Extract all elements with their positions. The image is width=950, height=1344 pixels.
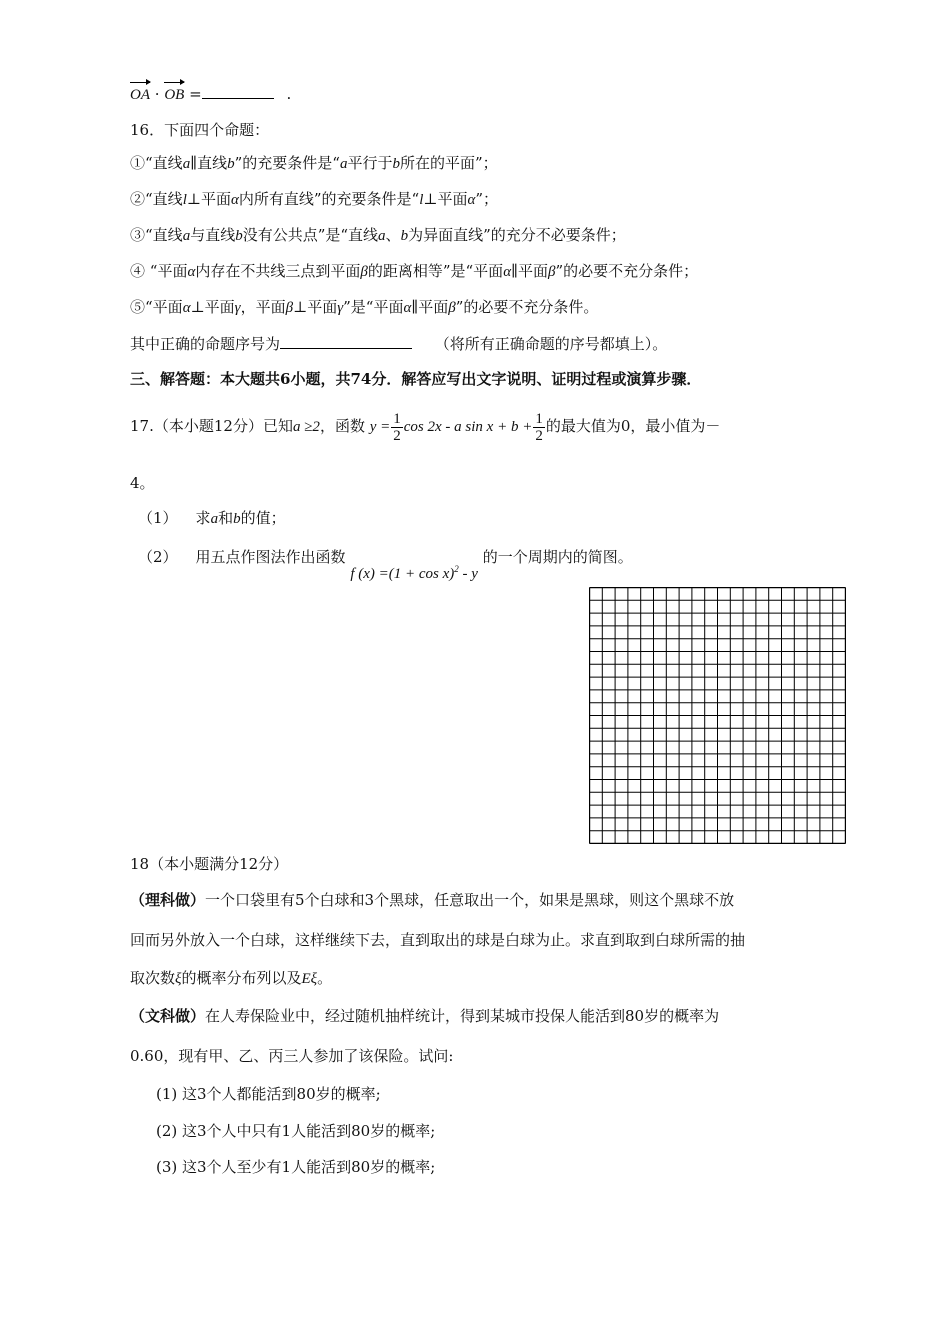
q16-proposition-3: ③“直线a与直线b没有公共点”是“直线a、b为异面直线”的充分不必要条件；	[130, 226, 626, 244]
q16-title: 16．下面四个命题：	[130, 121, 270, 139]
answer-blank-16[interactable]	[280, 348, 412, 349]
q17-part-2: （2） 用五点作图法作出函数 f $(x) =(1 + \cos x)^2 - y$ 的一个周期内的简图。	[138, 548, 633, 582]
q17-part2-formula: f $(x) =(1 + \cos x)^2 - y$	[350, 564, 478, 582]
q18-arts-line-1: （文科做）在人寿保险业中，经过随机抽样统计，得到某城市投保人能活到80岁的概率为	[130, 1007, 720, 1025]
q18-science-line-3: 取次数ξ的概率分布列以及Eξ。	[130, 969, 333, 987]
sketch-grid[interactable]	[589, 587, 846, 844]
q17-statement: 17.（本小题12分）已知a ≥2，函数 y = $\frac{1}{2}$ cos 2x - a sin x + b + $\frac{1}{2}$ 的最大值为0，最小值为－	[130, 410, 721, 444]
arts-label: （文科做）	[130, 1007, 206, 1025]
q16-answer-line: 其中正确的命题序号为 （将所有正确命题的序号都填上）。	[130, 335, 668, 353]
q16-proposition-1: ①“直线a∥直线b”的充要条件是“a平行于b所在的平面”；	[130, 154, 498, 172]
answer-blank-15[interactable]	[202, 98, 274, 99]
section-3-heading: 三、解答题：本大题共6小题，共74分．解答应写出文字说明、证明过程或演算步骤．	[130, 370, 702, 388]
q16-proposition-4: ④ “平面α内存在不共线三点到平面β的距离相等”是“平面α∥平面β”的必要不充分条件；	[130, 262, 699, 280]
q17-part-1: （1） 求a和b的值；	[138, 509, 286, 527]
vector-ob: OB	[164, 87, 185, 103]
q18-sub-3: (3) 这3个人至少有1人能活到80岁的概率;	[156, 1158, 436, 1176]
q16-proposition-5: ⑤“平面α⊥平面γ，平面β⊥平面γ”是“平面α∥平面β”的必要不充分条件。	[130, 298, 599, 316]
q18-arts-line-2: 0.60，现有甲、乙、丙三人参加了该保险。试问:	[130, 1047, 454, 1065]
q18-heading: 18（本小题满分12分）	[130, 855, 289, 873]
vector-product-line: OA · OB = .	[130, 85, 292, 103]
science-label: （理科做）	[130, 891, 206, 909]
q18-sub-2: (2) 这3个人中只有1人能活到80岁的概率;	[156, 1122, 436, 1140]
vector-oa: OA	[130, 87, 150, 103]
q16-proposition-2: ②“直线l⊥平面α内所有直线”的充要条件是“l⊥平面α”；	[130, 190, 499, 208]
q18-science-line-2: 回而另外放入一个白球，这样继续下去，直到取出的球是白球为止。求直到取到白球所需的抽	[130, 931, 746, 949]
q18-sub-1: (1) 这3个人都能活到80岁的概率;	[156, 1085, 381, 1103]
q18-science-line-1: （理科做）一个口袋里有5个白球和3个黑球，任意取出一个，如果是黑球，则这个黑球不放	[130, 891, 735, 909]
q17-continued: 4。	[130, 474, 155, 492]
